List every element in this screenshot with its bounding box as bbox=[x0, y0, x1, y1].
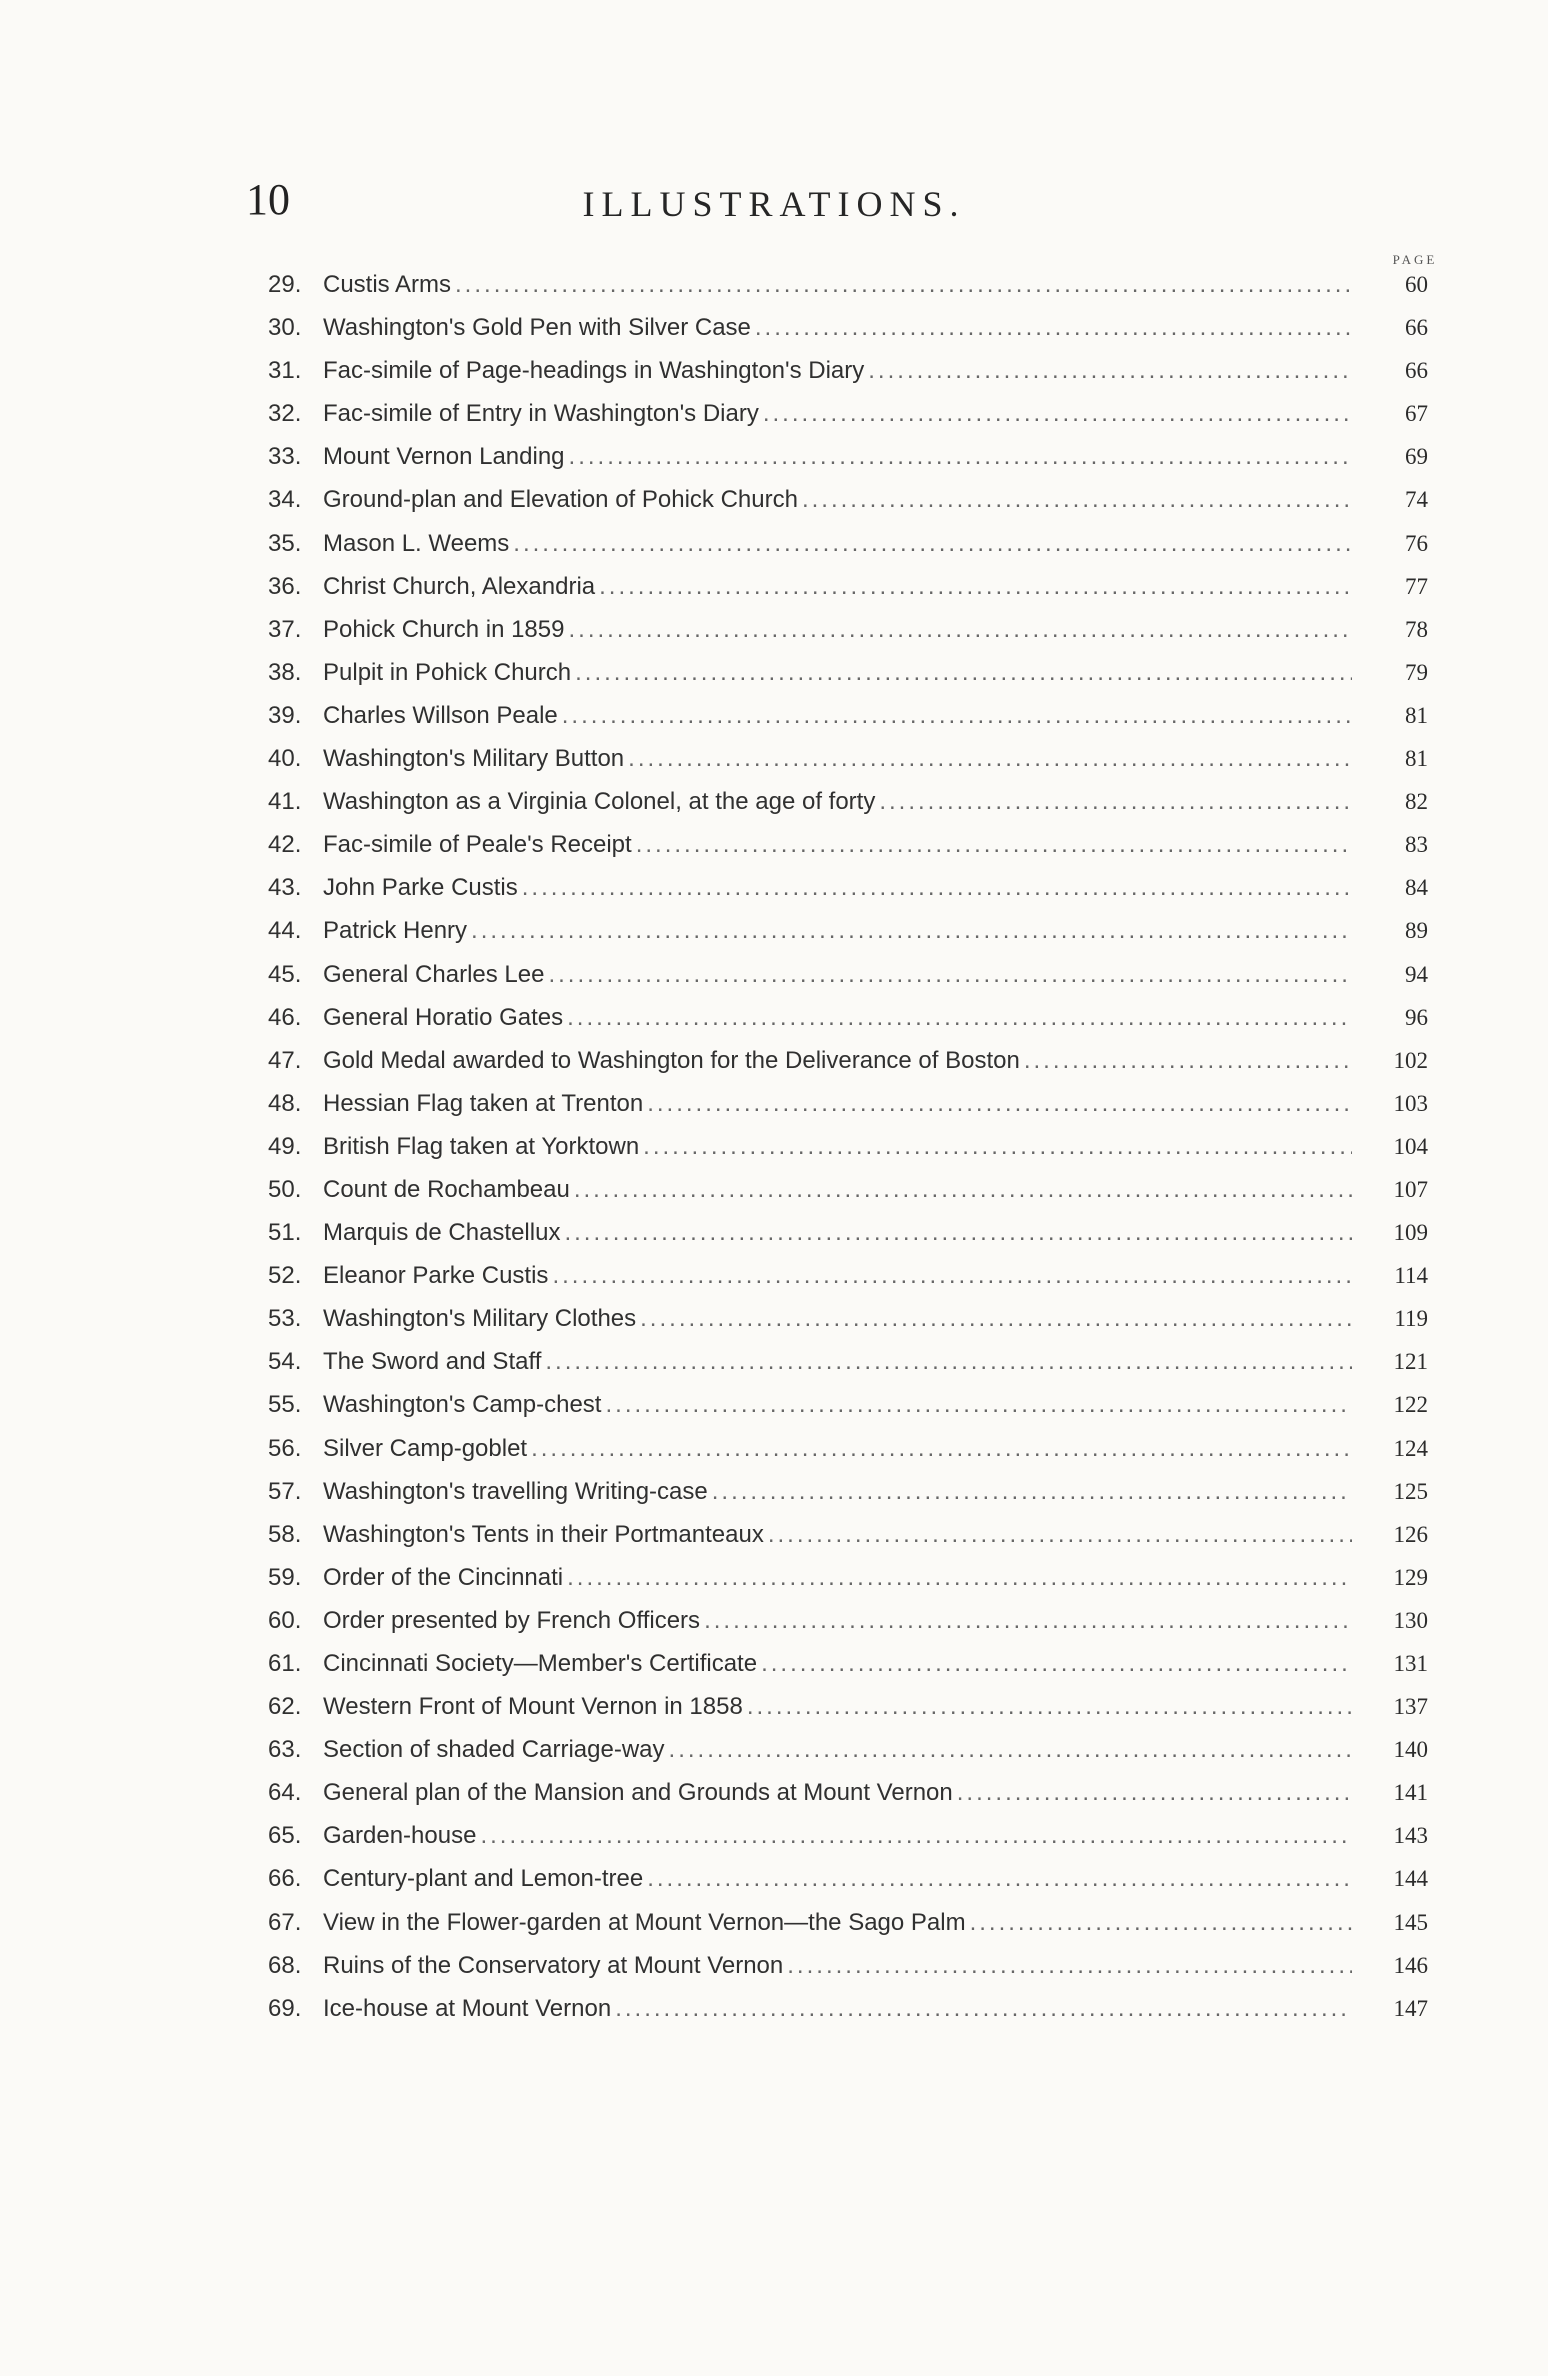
dot-leader bbox=[568, 616, 1352, 644]
dot-leader bbox=[522, 874, 1352, 902]
entry-page-number: 124 bbox=[1393, 1435, 1428, 1461]
list-item bbox=[268, 788, 1428, 831]
list-item bbox=[268, 702, 1428, 745]
entry-page-number: 79 bbox=[1405, 659, 1428, 685]
entry-page-number: 121 bbox=[1393, 1349, 1428, 1375]
list-item bbox=[268, 659, 1428, 702]
dot-leader bbox=[879, 788, 1352, 816]
dot-leader bbox=[768, 1521, 1352, 1549]
dot-leader bbox=[755, 314, 1352, 342]
dot-leader bbox=[564, 1219, 1352, 1247]
list-item bbox=[268, 745, 1428, 788]
entry-number: 63. bbox=[268, 1736, 302, 1764]
list-item bbox=[268, 1219, 1428, 1262]
entry-page-number: 96 bbox=[1405, 1004, 1428, 1030]
entry-title: Mason L. Weems bbox=[323, 529, 510, 557]
entry-number: 34. bbox=[268, 486, 302, 514]
entry-page-number: 94 bbox=[1405, 961, 1428, 987]
dot-leader bbox=[712, 1478, 1352, 1506]
entry-title: John Parke Custis bbox=[323, 874, 518, 902]
entry-page-number: 69 bbox=[1405, 444, 1428, 470]
list-item bbox=[268, 357, 1428, 400]
entry-page-number: 83 bbox=[1405, 832, 1428, 858]
list-item bbox=[268, 314, 1428, 357]
entry-number: 50. bbox=[268, 1175, 302, 1203]
entry-number: 41. bbox=[268, 788, 302, 816]
dot-leader bbox=[1024, 1047, 1352, 1075]
list-item bbox=[268, 1909, 1428, 1952]
entry-page-number: 122 bbox=[1393, 1392, 1428, 1418]
entry-page-number: 119 bbox=[1394, 1306, 1428, 1332]
entry-page-number: 144 bbox=[1393, 1866, 1428, 1892]
entry-page-number: 125 bbox=[1393, 1478, 1428, 1504]
entry-page-number: 66 bbox=[1405, 358, 1428, 384]
entry-title: Ground-plan and Elevation of Pohick Church bbox=[323, 486, 798, 514]
entry-number: 38. bbox=[268, 658, 302, 686]
entry-page-number: 130 bbox=[1393, 1607, 1428, 1633]
illustrations-list bbox=[268, 271, 1428, 2038]
entry-page-number: 76 bbox=[1405, 530, 1428, 556]
entry-title: Patrick Henry bbox=[323, 917, 468, 945]
dot-leader bbox=[575, 659, 1352, 687]
list-item bbox=[268, 271, 1428, 314]
list-item bbox=[268, 1693, 1428, 1736]
entry-title: Ice-house at Mount Vernon bbox=[323, 1994, 612, 2022]
list-item bbox=[268, 1435, 1428, 1478]
dot-leader bbox=[747, 1693, 1352, 1721]
entry-page-number: 107 bbox=[1393, 1176, 1428, 1202]
list-item bbox=[268, 1348, 1428, 1391]
entry-number: 44. bbox=[268, 917, 302, 945]
entry-number: 51. bbox=[268, 1219, 302, 1247]
entry-title: General plan of the Mansion and Grounds at Mount Vernon bbox=[323, 1779, 953, 1807]
list-item bbox=[268, 486, 1428, 529]
entry-page-number: 137 bbox=[1393, 1694, 1428, 1720]
dot-leader bbox=[471, 917, 1352, 945]
list-item bbox=[268, 1779, 1428, 1822]
list-item bbox=[268, 1478, 1428, 1521]
entry-page-number: 82 bbox=[1405, 789, 1428, 815]
entry-page-number: 102 bbox=[1393, 1047, 1428, 1073]
dot-leader bbox=[574, 1176, 1352, 1204]
entry-title: Fac-simile of Page-headings in Washington's Diary bbox=[323, 357, 865, 385]
entry-title: Washington's Gold Pen with Silver Case bbox=[323, 314, 751, 342]
entry-page-number: 67 bbox=[1405, 401, 1428, 427]
entry-page-number: 131 bbox=[1393, 1651, 1428, 1676]
dot-leader bbox=[599, 573, 1352, 601]
dot-leader bbox=[455, 271, 1352, 299]
dot-leader bbox=[763, 400, 1352, 428]
dot-leader bbox=[615, 1995, 1352, 2023]
list-item bbox=[268, 1822, 1428, 1865]
dot-leader bbox=[545, 1348, 1352, 1376]
entry-number: 53. bbox=[268, 1305, 302, 1333]
dot-leader bbox=[640, 1305, 1352, 1333]
entry-title: View in the Flower-garden at Mount Vernon—the Sago Palm bbox=[323, 1908, 966, 1936]
entry-number: 29. bbox=[268, 271, 302, 298]
entry-title: Cincinnati Society—Member's Certificate bbox=[323, 1650, 758, 1677]
entry-title: Washington's Camp-chest bbox=[323, 1391, 602, 1419]
dot-leader bbox=[868, 357, 1352, 385]
dot-leader bbox=[787, 1952, 1352, 1980]
entry-page-number: 129 bbox=[1393, 1564, 1428, 1590]
entry-number: 39. bbox=[268, 701, 302, 729]
dot-leader bbox=[669, 1736, 1352, 1764]
list-item bbox=[268, 1133, 1428, 1176]
entry-number: 31. bbox=[268, 357, 302, 385]
list-item bbox=[268, 917, 1428, 960]
entry-page-number: 81 bbox=[1405, 746, 1428, 772]
entry-title: Charles Willson Peale bbox=[323, 701, 558, 729]
entry-page-number: 81 bbox=[1405, 702, 1428, 728]
dot-leader bbox=[647, 1865, 1352, 1893]
dot-leader bbox=[513, 530, 1352, 558]
entry-page-number: 84 bbox=[1405, 875, 1428, 901]
entry-page-number: 145 bbox=[1393, 1909, 1428, 1935]
list-item bbox=[268, 1607, 1428, 1650]
entry-page-number: 103 bbox=[1393, 1090, 1428, 1116]
entry-title: Fac-simile of Entry in Washington's Diary bbox=[323, 400, 759, 428]
entry-page-number: 126 bbox=[1393, 1521, 1428, 1547]
entry-page-number: 109 bbox=[1393, 1220, 1428, 1246]
entry-number: 65. bbox=[268, 1822, 302, 1850]
entry-number: 47. bbox=[268, 1046, 302, 1074]
list-item bbox=[268, 1952, 1428, 1995]
entry-title: Gold Medal awarded to Washington for the Deliverance of Boston bbox=[323, 1046, 1020, 1074]
entry-number: 64. bbox=[268, 1779, 302, 1807]
dot-leader bbox=[970, 1909, 1352, 1937]
entry-title: Section of shaded Carriage-way bbox=[323, 1736, 665, 1764]
list-item bbox=[268, 1004, 1428, 1047]
dot-leader bbox=[605, 1391, 1352, 1419]
entry-title: Eleanor Parke Custis bbox=[323, 1262, 549, 1290]
entry-number: 46. bbox=[268, 1003, 302, 1031]
list-item bbox=[268, 443, 1428, 486]
entry-title: Ruins of the Conservatory at Mount Vernon bbox=[323, 1951, 784, 1979]
entry-page-number: 143 bbox=[1393, 1823, 1428, 1849]
entry-number: 61. bbox=[268, 1650, 302, 1677]
list-item bbox=[268, 1305, 1428, 1348]
list-item bbox=[268, 831, 1428, 874]
dot-leader bbox=[704, 1607, 1352, 1635]
entry-title: Western Front of Mount Vernon in 1858 bbox=[323, 1693, 743, 1721]
entry-title: Count de Rochambeau bbox=[323, 1175, 570, 1203]
entry-number: 36. bbox=[268, 572, 302, 600]
entry-page-number: 141 bbox=[1393, 1780, 1428, 1806]
entry-title: Christ Church, Alexandria bbox=[323, 572, 596, 600]
entry-page-number: 89 bbox=[1405, 918, 1428, 944]
entry-title: General Charles Lee bbox=[323, 960, 545, 988]
list-item bbox=[268, 1650, 1428, 1693]
entry-number: 67. bbox=[268, 1908, 302, 1936]
dot-leader bbox=[480, 1822, 1352, 1850]
entry-title: British Flag taken at Yorktown bbox=[323, 1132, 640, 1160]
entry-page-number: 147 bbox=[1393, 1995, 1428, 2021]
entry-number: 69. bbox=[268, 1994, 302, 2022]
entry-title: General Horatio Gates bbox=[323, 1003, 564, 1031]
running-title: ILLUSTRATIONS. bbox=[582, 184, 966, 224]
entry-title: Garden-house bbox=[323, 1822, 477, 1850]
list-item bbox=[268, 1865, 1428, 1908]
entry-number: 49. bbox=[268, 1132, 302, 1160]
dot-leader bbox=[643, 1133, 1352, 1161]
entry-number: 32. bbox=[268, 400, 302, 428]
entry-title: Washington's travelling Writing-case bbox=[323, 1477, 708, 1505]
list-item bbox=[268, 961, 1428, 1004]
list-item bbox=[268, 1391, 1428, 1434]
entry-title: Washington's Military Button bbox=[323, 745, 625, 773]
entry-page-number: 66 bbox=[1405, 315, 1428, 341]
list-item bbox=[268, 1176, 1428, 1219]
entry-number: 43. bbox=[268, 874, 302, 902]
list-item bbox=[268, 1736, 1428, 1779]
dot-leader bbox=[548, 961, 1352, 989]
entry-title: Pulpit in Pohick Church bbox=[323, 658, 572, 686]
list-item bbox=[268, 874, 1428, 917]
entry-page-number: 77 bbox=[1405, 573, 1428, 599]
list-item bbox=[268, 1521, 1428, 1564]
dot-leader bbox=[761, 1650, 1352, 1678]
entry-page-number: 60 bbox=[1405, 272, 1428, 297]
list-item bbox=[268, 1090, 1428, 1133]
entry-page-number: 104 bbox=[1393, 1133, 1428, 1159]
entry-title: Hessian Flag taken at Trenton bbox=[323, 1089, 644, 1117]
entry-page-number: 78 bbox=[1405, 616, 1428, 642]
page-column-label: PAGE bbox=[1392, 252, 1438, 267]
entry-number: 66. bbox=[268, 1865, 302, 1893]
entry-title: Pohick Church in 1859 bbox=[323, 615, 565, 643]
entry-number: 37. bbox=[268, 615, 302, 643]
dot-leader bbox=[567, 1564, 1352, 1592]
dot-leader bbox=[636, 831, 1352, 859]
entry-title: Order presented by French Officers bbox=[323, 1606, 701, 1634]
list-item bbox=[268, 1995, 1428, 2038]
entry-title: The Sword and Staff bbox=[323, 1348, 542, 1376]
entry-title: Washington's Military Clothes bbox=[323, 1305, 637, 1333]
entry-number: 56. bbox=[268, 1434, 302, 1462]
entry-number: 40. bbox=[268, 745, 302, 773]
dot-leader bbox=[531, 1435, 1352, 1463]
entry-number: 62. bbox=[268, 1693, 302, 1721]
dot-leader bbox=[552, 1262, 1352, 1290]
entry-number: 68. bbox=[268, 1951, 302, 1979]
entry-number: 57. bbox=[268, 1477, 302, 1505]
entry-number: 54. bbox=[268, 1348, 302, 1376]
entry-title: Order of the Cincinnati bbox=[323, 1563, 564, 1591]
dot-leader bbox=[647, 1090, 1352, 1118]
list-item bbox=[268, 1564, 1428, 1607]
dot-leader bbox=[562, 702, 1352, 730]
entry-number: 59. bbox=[268, 1563, 302, 1591]
dot-leader bbox=[628, 745, 1352, 773]
entry-number: 30. bbox=[268, 314, 302, 342]
entry-number: 35. bbox=[268, 529, 302, 557]
entry-number: 48. bbox=[268, 1089, 302, 1117]
entry-number: 45. bbox=[268, 960, 302, 988]
entry-title: Custis Arms bbox=[323, 271, 452, 298]
list-item bbox=[268, 1262, 1428, 1305]
dot-leader bbox=[569, 443, 1352, 471]
entry-page-number: 146 bbox=[1393, 1952, 1428, 1978]
entry-title: Washington as a Virginia Colonel, at the age of forty bbox=[323, 788, 876, 816]
entry-number: 55. bbox=[268, 1391, 302, 1419]
list-item bbox=[268, 1047, 1428, 1090]
page-number: 10 bbox=[246, 175, 290, 224]
list-item bbox=[268, 400, 1428, 443]
entry-title: Mount Vernon Landing bbox=[323, 443, 565, 471]
entry-number: 60. bbox=[268, 1606, 302, 1634]
entry-number: 58. bbox=[268, 1520, 302, 1548]
list-item bbox=[268, 573, 1428, 616]
entry-number: 42. bbox=[268, 831, 302, 859]
entry-title: Washington's Tents in their Portmanteaux bbox=[323, 1520, 764, 1548]
entry-title: Silver Camp-goblet bbox=[323, 1434, 528, 1462]
dot-leader bbox=[802, 486, 1352, 514]
list-item bbox=[268, 530, 1428, 573]
list-item bbox=[268, 616, 1428, 659]
entry-title: Marquis de Chastellux bbox=[323, 1219, 561, 1247]
dot-leader bbox=[957, 1779, 1352, 1807]
dot-leader bbox=[567, 1004, 1352, 1032]
entry-page-number: 114 bbox=[1394, 1263, 1428, 1289]
entry-number: 33. bbox=[268, 443, 302, 471]
entry-title: Century-plant and Lemon-tree bbox=[323, 1865, 644, 1893]
entry-number: 52. bbox=[268, 1262, 302, 1290]
entry-page-number: 140 bbox=[1393, 1737, 1428, 1763]
entry-page-number: 74 bbox=[1405, 487, 1428, 513]
entry-title: Fac-simile of Peale's Receipt bbox=[323, 831, 632, 859]
